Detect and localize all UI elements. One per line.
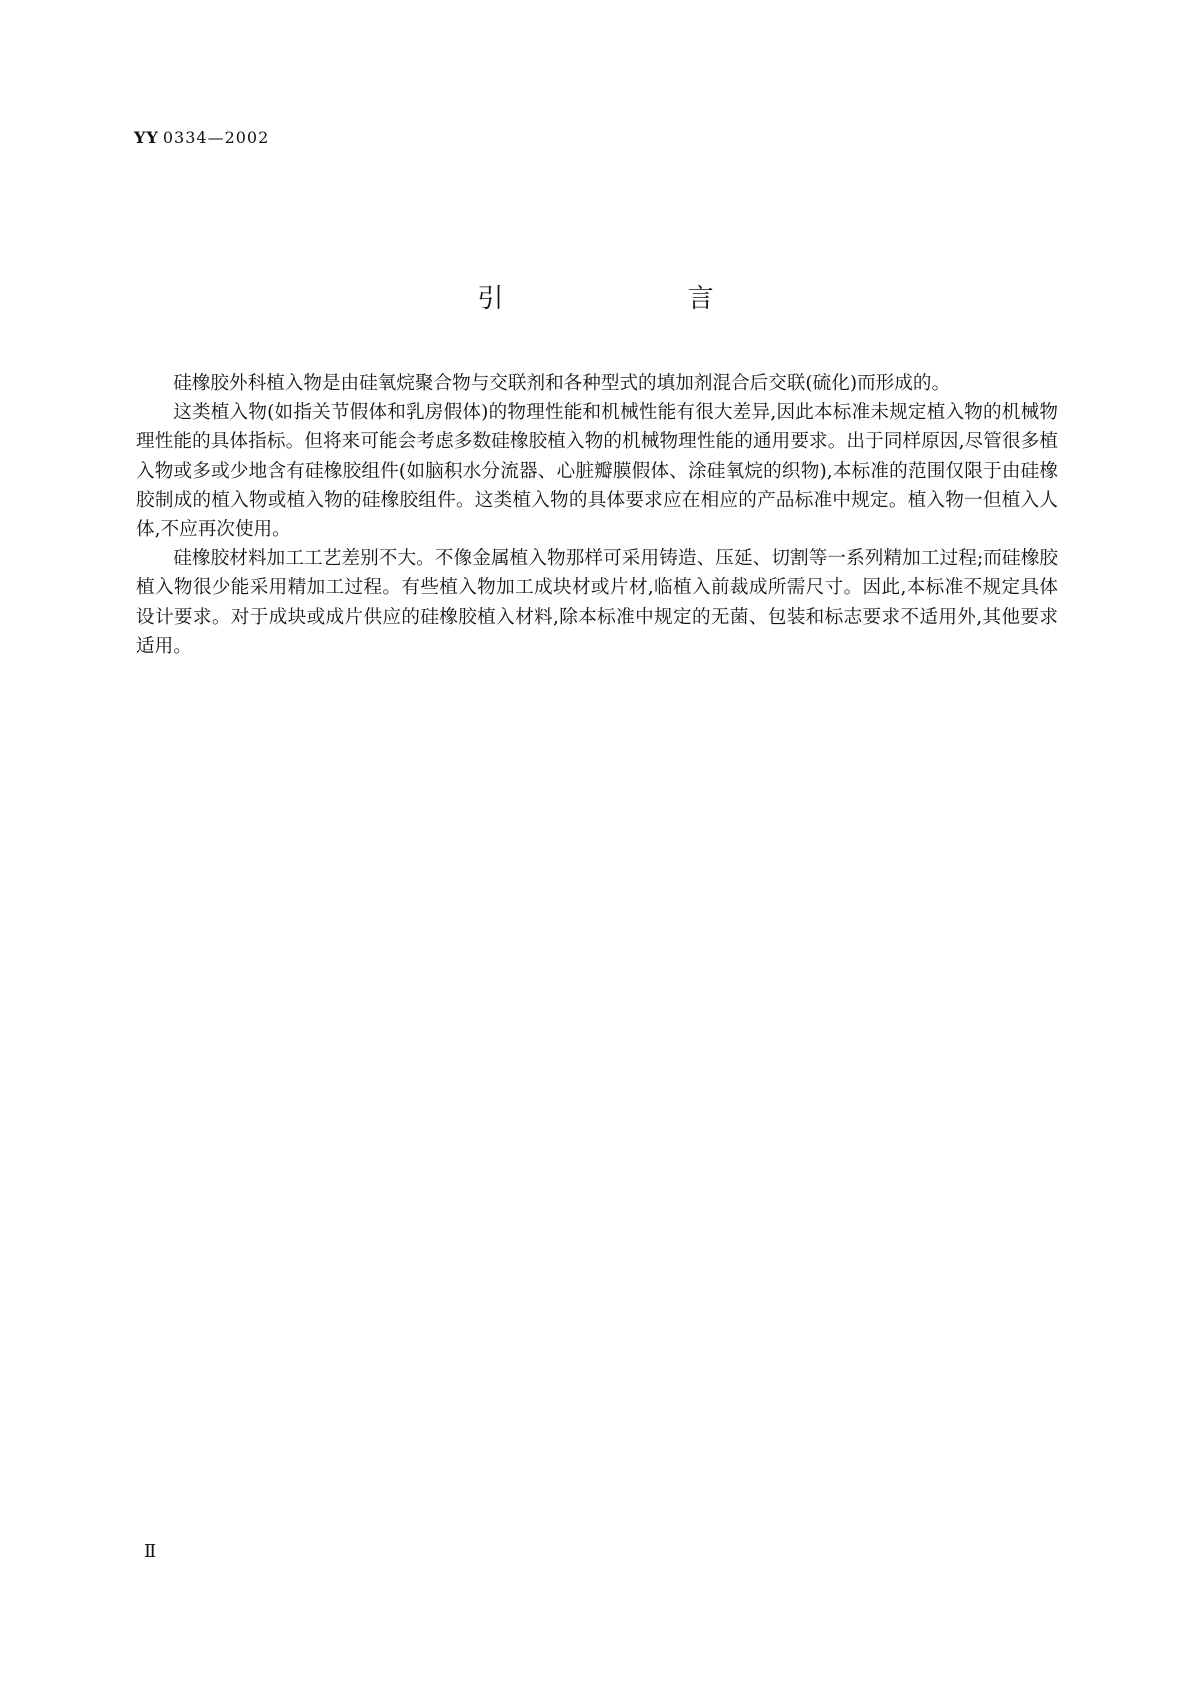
standard-code-number: 0334—2002	[162, 128, 270, 147]
paragraph-1: 硅橡胶外科植入物是由硅氧烷聚合物与交联剂和各种型式的填加剂混合后交联(硫化)而形成的。	[173, 373, 951, 394]
page-number: Ⅱ	[144, 1541, 157, 1562]
paragraph-2: 这类植入物(如指关节假体和乳房假体)的物理性能和机械性能有很大差异,因此本标准未规定植入物的机械物理性能的具体指标。但将来可能会考虑多数硅橡胶植入物的机械物理性能的通用要求。出于同样原因,尽管很多植入物或多或少地含有硅橡胶组件(如脑积水分流器、心脏瓣膜假体、涂硅氧烷的织物),本标准的范围仅限于由硅橡胶制成的植入物或植入物的硅橡胶组件。这类植入物的具体要求应在相应的产品标准中规定。植入物一但植入人体,不应再次使用。	[136, 402, 1058, 541]
paragraph-3: 硅橡胶材料加工工艺差别不大。不像金属植入物那样可采用铸造、压延、切割等一系列精加工过程;而硅橡胶植入物很少能采用精加工过程。有些植入物加工成块材或片材,临植入前裁成所需尺寸。因此,本标准不规定具体设计要求。对于成块或成片供应的硅橡胶植入材料,除本标准中规定的无菌、包装和标志要求不适用外,其他要求适用。	[136, 548, 1058, 657]
standard-code-prefix: YY	[134, 128, 159, 147]
standard-code	[134, 128, 269, 147]
introduction-body	[136, 369, 1058, 661]
page-title: 引 言	[477, 284, 802, 314]
